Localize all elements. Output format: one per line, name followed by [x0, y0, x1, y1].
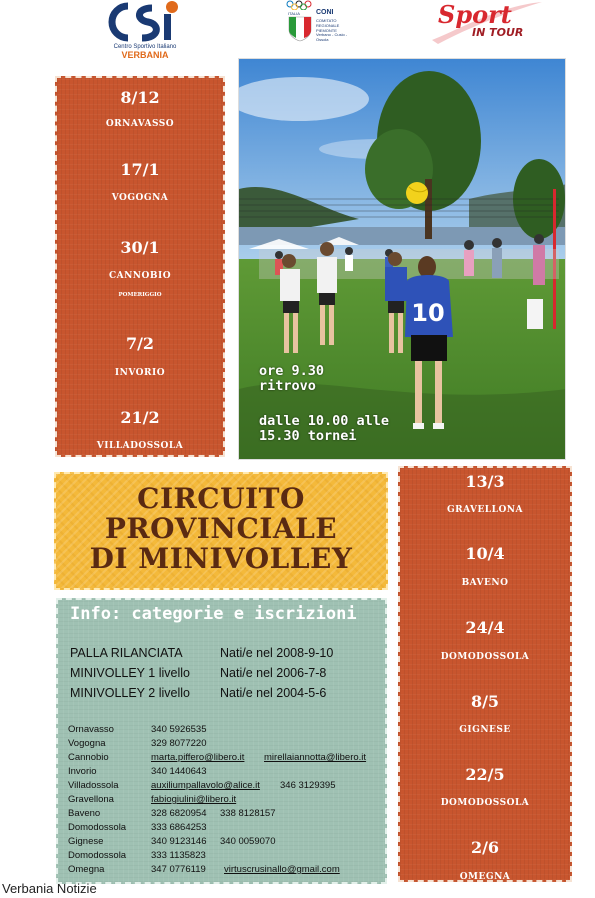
event-place: GIGNESE: [459, 725, 511, 735]
contact-phone: 333 1135823: [151, 850, 206, 861]
sport-in-tour-logo: [428, 0, 546, 46]
category-name: MINIVOLLEY 1 livello: [70, 666, 190, 680]
contact-place: Domodossola: [68, 822, 127, 833]
schedule-line: dalle 10.00 alle: [259, 413, 390, 429]
event-date: 17/1: [120, 160, 160, 179]
event-title-box: [54, 472, 388, 590]
event-place: INVORIO: [114, 368, 166, 378]
contact-email-link[interactable]: mirellaiannotta@libero.it: [264, 752, 367, 763]
event-place: OMEGNA: [459, 872, 511, 882]
contact-place: Cannobio: [68, 752, 109, 763]
contact-place: Ornavasso: [68, 724, 114, 735]
contact-place: Villadossola: [68, 780, 119, 791]
event-place: VILLADOSSOLA: [96, 441, 184, 451]
category-years: Nati/e nel 2006-7-8: [220, 666, 327, 680]
contact-place: Omegna: [68, 864, 105, 875]
coni-subtitle: [316, 19, 356, 43]
category-name: PALLA RILANCIATA: [70, 646, 183, 660]
event-date: 10/4: [465, 544, 505, 563]
title-line: PROVINCIALE: [104, 512, 338, 545]
csi-city: VERBANIA: [121, 50, 169, 60]
csi-emblem-icon: [106, 0, 184, 44]
schedule-meet: [259, 364, 324, 394]
event-date: 8/12: [120, 88, 160, 107]
event-place: BAVENO: [461, 578, 509, 588]
italy-shield-icon: [288, 16, 312, 42]
event-place: DOMODOSSOLA: [440, 798, 530, 808]
contact-email-link[interactable]: fabiogiulini@libero.it: [151, 794, 237, 805]
contact-place: Baveno: [68, 808, 101, 819]
contact-phone: 340 5926535: [151, 724, 207, 735]
minivolley-photo: [238, 58, 566, 460]
event-place: ORNAVASSO: [105, 119, 175, 129]
right-dates-panel: [398, 466, 572, 882]
contact-phone: 347 0776119: [151, 864, 206, 875]
jersey-number: 10: [411, 299, 445, 327]
category-years: Nati/e nel 2004-5-6: [220, 686, 327, 700]
contact-phone: 346 3129395: [280, 780, 336, 791]
coni-province: Verbano - Cusio - Ossola: [316, 32, 348, 43]
contact-phone: 340 1440643: [151, 766, 207, 777]
event-place: DOMODOSSOLA: [440, 652, 530, 662]
source-credit: Verbania Notizie: [2, 881, 97, 896]
in-tour-word: IN TOUR: [472, 26, 524, 39]
olympic-rings-icon: [286, 0, 312, 10]
event-place: CANNOBIO: [108, 271, 172, 281]
title-line: CIRCUITO: [137, 482, 305, 515]
event-date: 8/5: [470, 692, 500, 711]
coni-logo: [284, 0, 364, 44]
info-box: [56, 598, 387, 884]
csi-logo: [104, 0, 186, 64]
contact-phone: 329 8077220: [151, 738, 207, 749]
contact-place: Invorio: [68, 766, 97, 777]
event-date: 13/3: [465, 472, 505, 491]
schedule-line: ore 9.30: [259, 363, 325, 379]
contact-email-link[interactable]: auxiliumpallavolo@alice.it: [151, 780, 260, 791]
contact-place: Gravellona: [68, 794, 114, 805]
contact-email-link[interactable]: virtuscrusinallo@gmail.com: [224, 864, 340, 875]
contact-phone: 338 8128157: [220, 808, 276, 819]
event-date: 30/1: [120, 238, 160, 257]
event-date: 7/2: [125, 334, 155, 353]
coni-country: ITALIA: [288, 11, 300, 16]
event-note: POMERIGGIO: [118, 292, 162, 298]
contact-phone: 328 6820954: [151, 808, 207, 819]
volleyball-scene-illustration: [239, 59, 566, 460]
category-name: MINIVOLLEY 2 livello: [70, 686, 190, 700]
schedule-line: 15.30 tornei: [259, 428, 357, 444]
title-line: DI MINIVOLLEY: [89, 542, 353, 575]
left-dates-panel: [55, 76, 225, 457]
coni-region: COMITATO REGIONALE PIEMONTE: [316, 18, 340, 33]
contact-place: Gignese: [68, 836, 104, 847]
contact-place: Vogogna: [68, 738, 106, 749]
event-date: 22/5: [465, 765, 505, 784]
coni-name: CONI: [316, 9, 334, 16]
event-date: 24/4: [465, 618, 505, 637]
event-date: 2/6: [470, 838, 500, 857]
event-place: GRAVELLONA: [446, 505, 524, 515]
category-years: Nati/e nel 2008-9-10: [220, 646, 334, 660]
contact-place: Domodossola: [68, 850, 127, 861]
contact-phone: 340 9123146: [151, 836, 207, 847]
schedule-tournaments: [259, 414, 389, 444]
csi-name: Centro Sportivo Italiano: [113, 44, 177, 50]
info-heading: Info: categorie e iscrizioni: [70, 604, 357, 624]
contact-phone: 340 0059070: [220, 836, 276, 847]
contact-phone: 333 6864253: [151, 822, 207, 833]
contact-email-link[interactable]: marta.piffero@libero.it: [151, 752, 245, 763]
sport-word: Sport: [438, 0, 512, 29]
schedule-line: ritrovo: [259, 378, 316, 394]
event-place: VOGOGNA: [111, 193, 169, 203]
event-date: 21/2: [120, 408, 160, 427]
